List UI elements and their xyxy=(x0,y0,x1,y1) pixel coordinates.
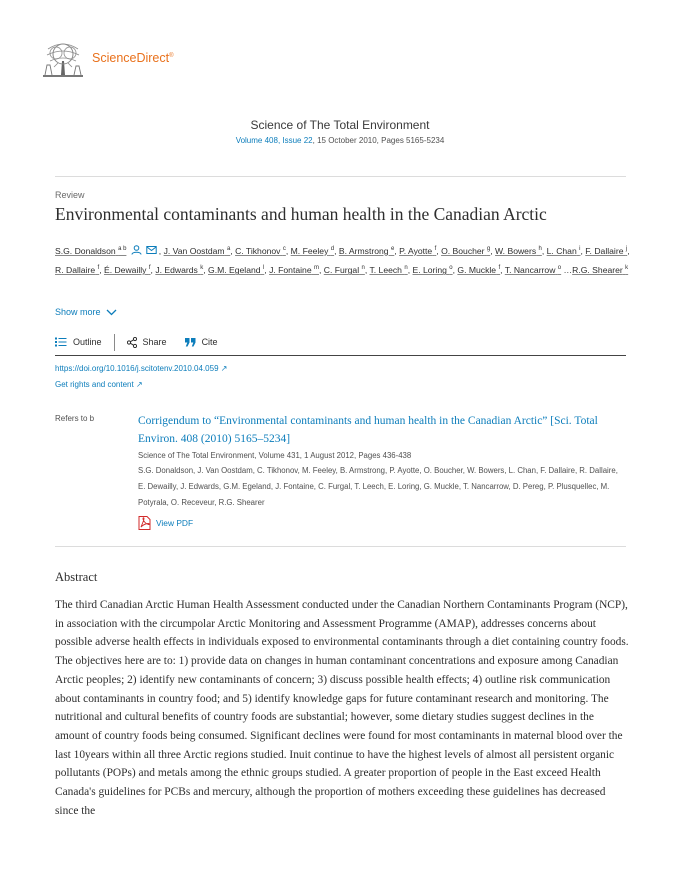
author-link[interactable] xyxy=(235,246,286,256)
author-affiliation: j xyxy=(625,246,628,252)
author-affiliation: f xyxy=(148,265,151,272)
corrigendum-journal: Science of The Total Environment, Volume 431, 1 August 2012, Pages 436-438 xyxy=(138,451,412,460)
author-link[interactable] xyxy=(269,265,319,275)
divider xyxy=(55,546,626,547)
author-name: L. Chan xyxy=(546,245,577,256)
show-more-label: Show more xyxy=(55,307,101,317)
author-affiliation: o xyxy=(557,265,562,272)
author-affiliation: k xyxy=(200,265,204,272)
author-link[interactable] xyxy=(164,246,231,256)
author-affiliation: h xyxy=(538,246,542,252)
outline-label: Outline xyxy=(73,337,102,347)
cite-button[interactable] xyxy=(185,337,218,347)
author-name: J. Edwards xyxy=(155,265,198,276)
article-type: Review xyxy=(55,190,85,200)
site-header xyxy=(42,40,174,80)
author-link[interactable] xyxy=(585,246,627,256)
author-affiliation: f xyxy=(434,246,437,252)
author-link[interactable] xyxy=(339,246,394,256)
author-name: C. Tikhonov xyxy=(235,245,281,256)
author-name: É. Dewailly xyxy=(103,265,147,276)
author-name: T. Nancarrow xyxy=(504,265,556,276)
author-link[interactable] xyxy=(572,265,628,275)
outline-button[interactable] xyxy=(55,337,102,347)
refers-to-label: Refers to b xyxy=(55,414,95,423)
author-link[interactable] xyxy=(369,265,407,275)
person-icon[interactable] xyxy=(131,245,142,255)
author-name: G.M. Egeland xyxy=(208,265,261,276)
author-affiliation: m xyxy=(313,265,319,272)
author-affiliation: c xyxy=(282,246,286,252)
author-name: R. Dallaire xyxy=(55,265,96,276)
toolbar-divider xyxy=(114,334,115,351)
cite-label: Cite xyxy=(201,337,218,347)
chevron-down-icon xyxy=(106,309,117,316)
author-link[interactable] xyxy=(457,265,500,275)
author-affiliation: i xyxy=(579,246,581,252)
author-link[interactable] xyxy=(505,265,561,275)
author-link[interactable] xyxy=(155,265,203,275)
author-affiliation: f xyxy=(97,265,100,272)
author-affiliation: a b xyxy=(118,246,127,252)
volume-issue-link[interactable]: Volume 408, Issue 22 xyxy=(235,136,313,145)
share-label: Share xyxy=(142,337,167,347)
brand-name[interactable]: ScienceDirect® xyxy=(92,51,174,65)
author-name: M. Feeley xyxy=(290,245,329,256)
author-link[interactable] xyxy=(547,246,581,256)
journal-title[interactable]: Science of The Total Environment xyxy=(250,118,430,132)
toolbar-divider-line xyxy=(55,355,626,356)
email-icon[interactable] xyxy=(146,245,157,255)
divider xyxy=(55,176,626,177)
corrigendum-title-link[interactable]: Corrigendum to “Environmental contaminants and human health in the Canadian Arctic” [Sci. Total Environ. 408 (2010) 5165–5234] xyxy=(138,415,598,445)
article-toolbar xyxy=(55,333,218,351)
author-name: W. Bowers xyxy=(495,245,537,256)
author-affiliation: e xyxy=(390,246,395,252)
abstract-text: The third Canadian Arctic Human Health Assessment conducted under the Canadian Northern Contaminants Program (NCP), in association with the circumpolar Arctic Monitoring and Assessment Programme (AMAP), addresses concerns about possible adverse health effects in individuals exposed to environmental contaminants through a diet containing country foods. The objectives here are to: 1) provide data on changes in human contaminant concentrations and exposure among Canadian Arctic peoples; 2) identify new contaminants of concern; 3) discuss possible health effects; 4) outline risk communication about contaminants in country food; and 5) identify knowledge gaps for future contaminant research and monitoring. The nutritional and cultural benefits of country foods are substantial; however, some dietary studies suggest declines in the amount of country foods being consumed. Significant declines were found for most contaminants in maternal blood over the last 10years within all three Arctic regions studied. Inuit continue to have the highest levels of almost all persistent organic pollutants (POPs) and metals among the ethnic groups studied. A greater proportion of people in the East exceed Health Canada's guidelines for PCBs and mercury, although the proportion of mothers exceeding these guidelines has decreased since the xyxy=(55,599,629,817)
author-affiliation: f xyxy=(498,265,501,272)
author-name: J. Fontaine xyxy=(269,265,312,276)
author-name: R.G. Shearer xyxy=(572,265,623,276)
rights-link[interactable]: Get rights and content ↗ xyxy=(55,380,143,389)
author-name: S.G. Donaldson xyxy=(55,245,116,256)
author-affiliation: g xyxy=(486,246,491,252)
author-name: P. Ayotte xyxy=(399,245,433,256)
author-affiliation: a xyxy=(226,246,231,252)
abstract-heading: Abstract xyxy=(55,570,98,584)
author-name: E. Loring xyxy=(412,265,447,276)
author-name: G. Muckle xyxy=(457,265,497,276)
author-affiliation: n xyxy=(361,265,365,272)
corrigendum-authors: S.G. Donaldson, J. Van Oostdam, C. Tikhonov, M. Feeley, B. Armstrong, P. Ayotte, O. Boucher, W. Bowers, L. Chan, F. Dallaire, R. Dallaire, E. Dewailly, J. Edwards, G.M. Egeland, J. Fontaine, C. Furgal, T. Leech, E. Loring, G. Muckle, T. Nancarrow, D. Pereg, P. Plusquellec, M. Potyrala, O. Receveur, R.G. Shearer xyxy=(138,466,618,507)
author-name: B. Armstrong xyxy=(338,245,389,256)
article-title: Environmental contaminants and human health in the Canadian Arctic xyxy=(55,204,547,224)
author-link[interactable] xyxy=(55,246,126,256)
author-link[interactable] xyxy=(441,246,490,256)
author-link[interactable] xyxy=(399,246,436,256)
issue-details: , 15 October 2010, Pages 5165-5234 xyxy=(312,136,445,145)
author-link[interactable] xyxy=(291,246,334,256)
show-more-button[interactable] xyxy=(55,307,117,317)
author-affiliation: n xyxy=(404,265,408,272)
external-link-icon: ↗ xyxy=(135,380,143,389)
list-icon xyxy=(55,337,67,347)
author-link[interactable] xyxy=(412,265,452,275)
author-ellipsis: … xyxy=(563,265,573,276)
elsevier-logo-icon[interactable] xyxy=(42,41,84,79)
author-name: F. Dallaire xyxy=(585,245,624,256)
author-affiliation: l xyxy=(262,265,265,272)
view-pdf-button[interactable] xyxy=(138,516,618,530)
author-list: S.G. Donaldson $^{a b}$ , J. Van Oostdam $^a$, C. Tikhonov $^c$, M. Feeley $^d$, B. Armstrong $^e$, P. Ayotte $^f$, O. Boucher $^g$, W. Bowers $^h$, L. Chan $^i$, F. Dallaire $^j$, R. Dallaire $^f$, É. Dewailly $^f$, J. Edwards $^k$, G.M. Egeland $^l$, J. Fontaine $^m$, C. Furgal $^n$, T. Leech $^n$, E. Loring $^o$, G. Muckle $^f$, T. Nancarrow $^o$ …R.G. Shearer $^k$ xyxy=(55,245,630,276)
corrigendum-block xyxy=(138,412,618,530)
journal-info xyxy=(0,118,680,145)
author-affiliation: k xyxy=(625,265,629,272)
author-name: C. Furgal xyxy=(323,265,360,276)
quote-icon xyxy=(185,338,196,347)
pdf-icon xyxy=(138,516,151,530)
external-link-icon: ↗ xyxy=(220,364,228,373)
author-link[interactable] xyxy=(55,265,99,275)
author-name: O. Boucher xyxy=(441,245,485,256)
author-name: T. Leech xyxy=(369,265,402,276)
journal-issue-line xyxy=(0,136,680,145)
author-affiliation: d xyxy=(330,246,335,252)
author-affiliation: o xyxy=(449,265,453,272)
author-link[interactable] xyxy=(324,265,365,275)
share-button[interactable] xyxy=(127,337,167,348)
author-name: J. Van Oostdam xyxy=(163,245,225,256)
author-link[interactable] xyxy=(104,265,151,275)
doi-link[interactable]: https://doi.org/10.1016/j.scitotenv.2010.04.059 ↗ xyxy=(55,364,228,373)
share-icon xyxy=(127,337,137,348)
author-link[interactable] xyxy=(208,265,264,275)
author-link[interactable] xyxy=(495,246,542,256)
view-pdf-label: View PDF xyxy=(156,518,194,528)
